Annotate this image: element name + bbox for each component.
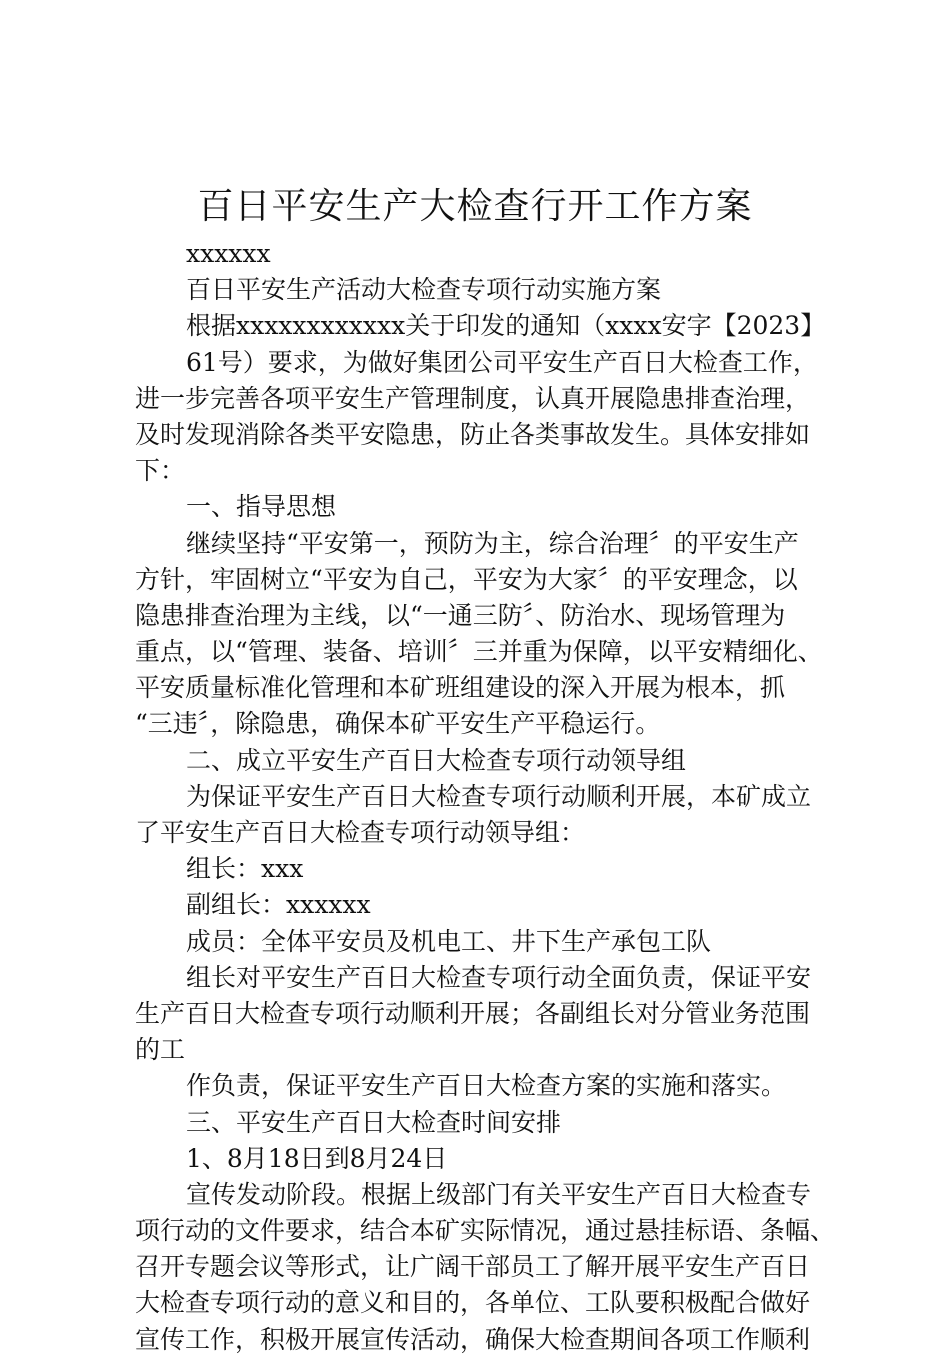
members-line: 成员：全体平安员及机电工、井下生产承包工队 — [186, 926, 712, 956]
paragraph-line: “三违〞，除隐患，确保本矿平安生产平稳运行。 — [135, 709, 661, 739]
deputy-leader-line: 副组长：xxxxxx — [186, 890, 371, 920]
paragraph-line: 宣传工作，积极开展宣传活动，确保大检查期间各项工作顺利 — [135, 1324, 811, 1354]
paragraph-line: 了平安生产百日大检查专项行动领导组： — [135, 818, 586, 847]
paragraph-line: 继续坚持“平安第一，预防为主，综合治理〞的平安生产 — [186, 528, 799, 558]
paragraph-line: 方针，牢固树立“平安为自己，平安为大家〞的平安理念，以 — [135, 564, 798, 594]
paragraph-line: 为保证平安生产百日大检查专项行动顺利开展，本矿成立 — [186, 781, 812, 811]
paragraph-line: 61号）要求，为做好集团公司平安生产百日大检查工作， — [186, 347, 818, 377]
paragraph-line: 平安质量标准化管理和本矿班组建设的深入开展为根本，抓 — [135, 673, 786, 703]
section-heading: 一、指导思想 — [186, 492, 337, 522]
paragraph-line: 隐患排查治理为主线，以“一通三防〞、防治水、现场管理为 — [135, 600, 786, 630]
subtitle-line: 百日平安生产活动大检查专项行动实施方案 — [186, 275, 662, 305]
paragraph-line: 及时发现消除各类平安隐患，防止各类事故发生。具体安排如 — [135, 419, 811, 449]
section-heading: 三、平安生产百日大检查时间安排 — [186, 1107, 562, 1137]
paragraph-line: 进一步完善各项平安生产管理制度，认真开展隐患排查治理， — [135, 383, 811, 413]
section-heading: 二、成立平安生产百日大检查专项行动领导组 — [186, 745, 687, 775]
document-title: 百日平安生产大检查行开工作方案 — [197, 186, 753, 227]
paragraph-line: 召开专题会议等形式，让广阔干部员工了解开展平安生产百日 — [135, 1252, 811, 1282]
paragraph-line: 的工 — [135, 1035, 186, 1065]
paragraph-line: 宣传发动阶段。根据上级部门有关平安生产百日大检查专 — [186, 1179, 812, 1209]
paragraph-line: 根据xxxxxxxxxxxx关于印发的通知（xxxx安字【2023】 — [186, 311, 826, 341]
author-line: xxxxxx — [186, 239, 271, 268]
paragraph-line: 作负责，保证平安生产百日大检查方案的实施和落实。 — [186, 1071, 787, 1101]
paragraph-line: 组长对平安生产百日大检查专项行动全面负责，保证平安 — [186, 962, 812, 992]
paragraph-line: 生产百日大检查专项行动顺利开展；各副组长对分管业务范围 — [135, 998, 811, 1028]
paragraph-line: 项行动的文件要求，结合本矿实际情况，通过悬挂标语、条幅、 — [135, 1216, 836, 1246]
leader-line: 组长：xxx — [186, 854, 304, 884]
document-body — [135, 236, 836, 1358]
paragraph-line: 大检查专项行动的意义和目的，各单位、工队要积极配合做好 — [135, 1288, 811, 1318]
paragraph-line: 重点，以“管理、装备、培训〞三并重为保障，以平安精细化、 — [135, 637, 823, 667]
paragraph-line: 下： — [135, 456, 186, 486]
subsection-heading: 1、8月18日到8月24日 — [186, 1143, 448, 1173]
